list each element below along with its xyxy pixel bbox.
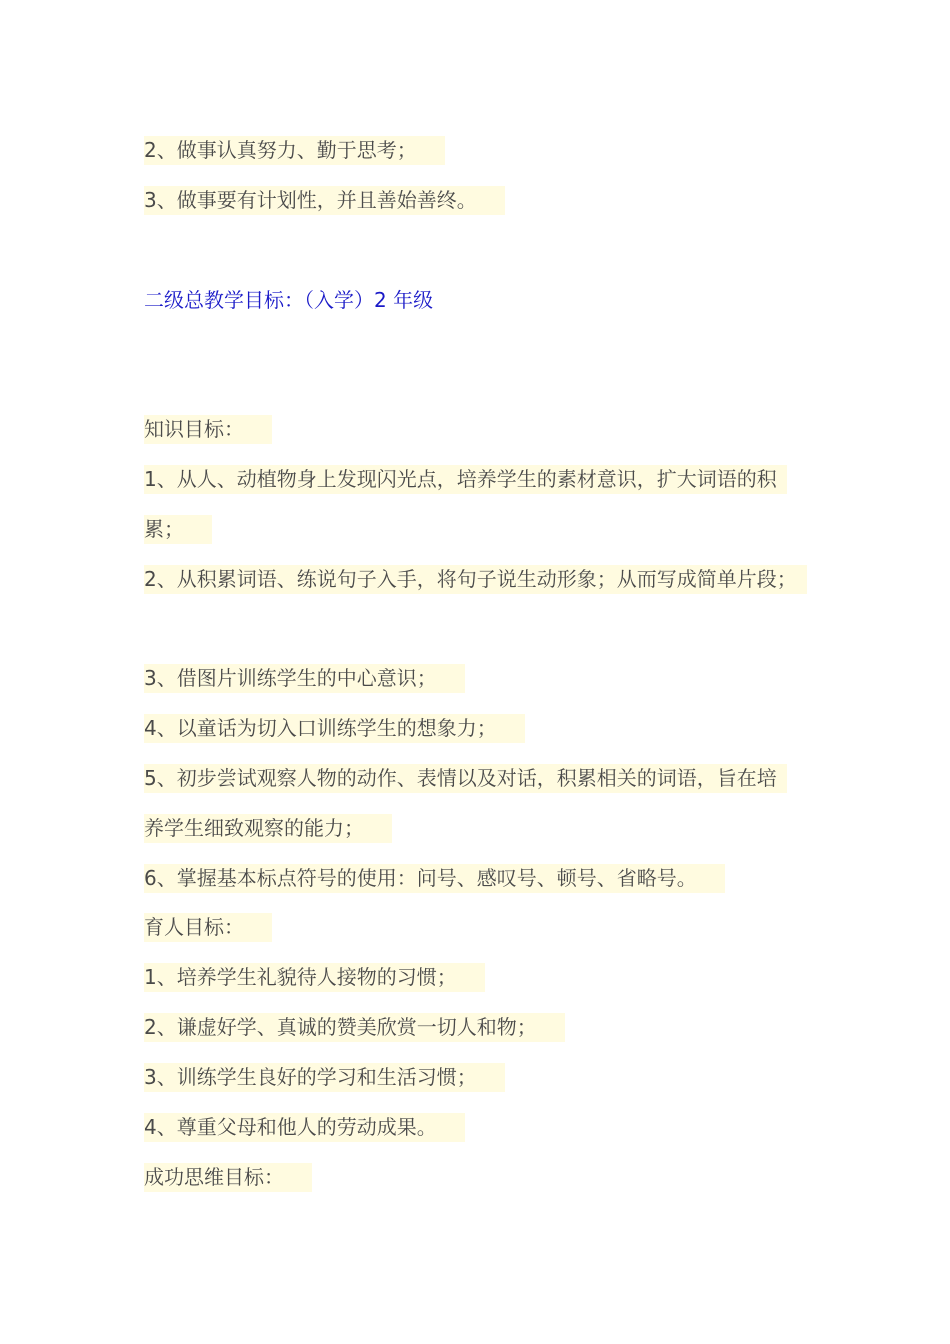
- goal-line: [144, 188, 505, 212]
- knowledge-item: [144, 517, 212, 541]
- knowledge-title-text: 知识目标：: [144, 415, 272, 444]
- education-item-text: 2、谦虚好学、真诚的赞美欣赏一切人和物；: [144, 1013, 565, 1042]
- goal-text: 3、做事要有计划性，并且善始善终。: [144, 186, 505, 215]
- knowledge-item-text: 2、从积累词语、练说句子入手，将句子说生动形象；从而写成简单片段；: [144, 565, 807, 594]
- education-item: [144, 1065, 505, 1089]
- section-heading: [144, 288, 433, 312]
- knowledge-item-text: 1、从人、动植物身上发现闪光点，培养学生的素材意识，扩大词语的积: [144, 465, 787, 494]
- knowledge-title: [144, 417, 272, 441]
- knowledge-item-text: 5、初步尝试观察人物的动作、表情以及对话，积累相关的词语，旨在培: [144, 764, 787, 793]
- thinking-title-text: 成功思维目标：: [144, 1163, 312, 1192]
- knowledge-item: [144, 467, 787, 491]
- knowledge-item-text: 养学生细致观察的能力；: [144, 814, 392, 843]
- knowledge-item: [144, 666, 465, 690]
- education-item-text: 1、培养学生礼貌待人接物的习惯；: [144, 963, 485, 992]
- thinking-title: [144, 1165, 312, 1189]
- knowledge-item-text: 累；: [144, 515, 212, 544]
- goal-text: 2、做事认真努力、勤于思考；: [144, 136, 445, 165]
- knowledge-item: [144, 567, 807, 591]
- goal-line: [144, 138, 445, 162]
- education-item: [144, 1115, 465, 1139]
- knowledge-item: [144, 816, 392, 840]
- knowledge-item-text: 3、借图片训练学生的中心意识；: [144, 664, 465, 693]
- education-item: [144, 965, 485, 989]
- knowledge-item-text: 4、以童话为切入口训练学生的想象力；: [144, 714, 525, 743]
- knowledge-item: [144, 866, 725, 890]
- education-item: [144, 1015, 565, 1039]
- education-title-text: 育人目标：: [144, 913, 272, 942]
- education-item-text: 3、训练学生良好的学习和生活习惯；: [144, 1063, 505, 1092]
- education-item-text: 4、尊重父母和他人的劳动成果。: [144, 1113, 465, 1142]
- section-heading-text: 二级总教学目标：（入学）2 年级: [144, 288, 434, 312]
- education-title: [144, 915, 272, 939]
- knowledge-item-text: 6、掌握基本标点符号的使用：问号、感叹号、顿号、省略号。: [144, 864, 725, 893]
- knowledge-item: [144, 716, 525, 740]
- knowledge-item: [144, 766, 787, 790]
